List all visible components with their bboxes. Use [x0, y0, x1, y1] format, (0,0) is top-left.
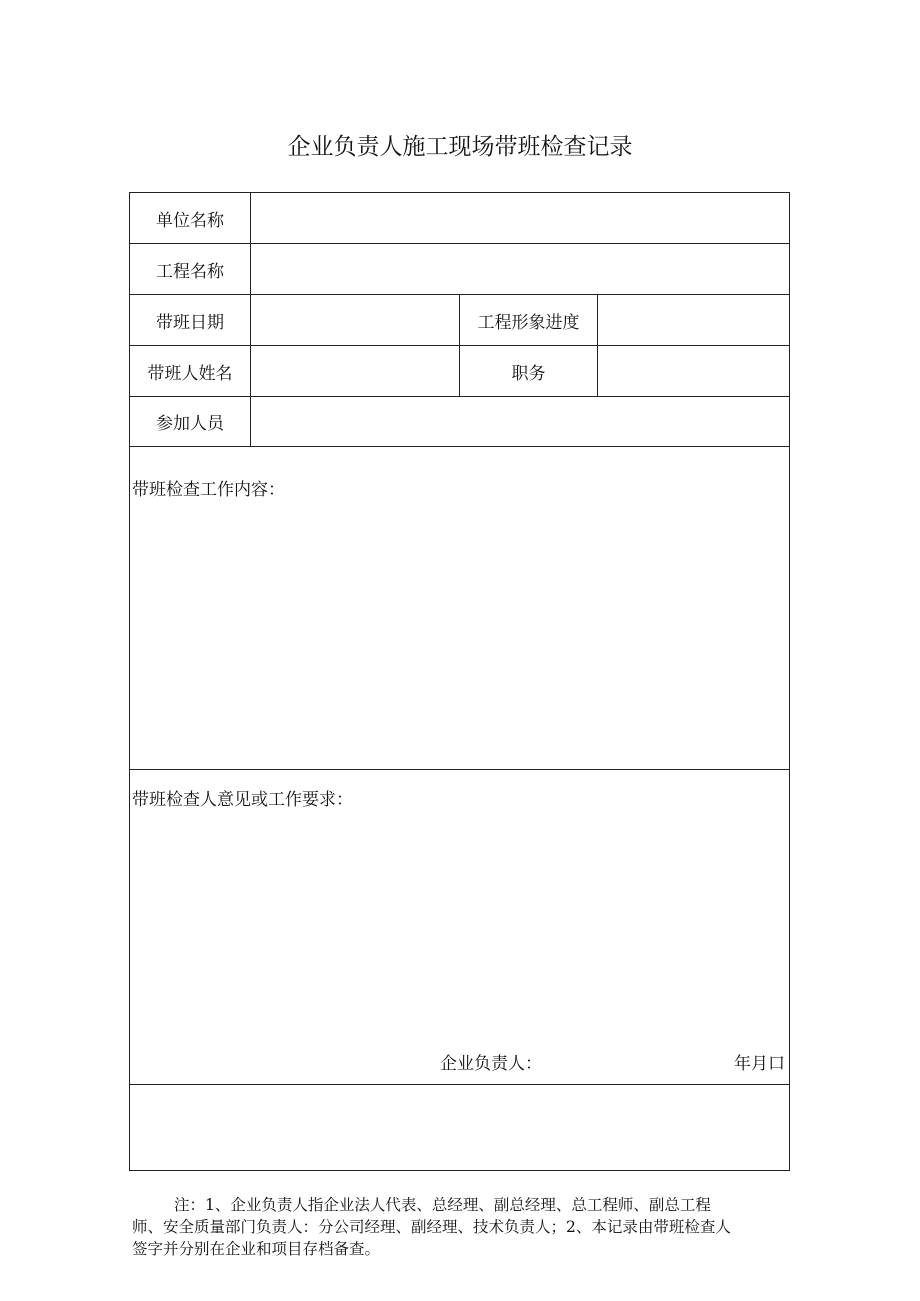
leader-name-label: 带班人姓名 [147, 363, 233, 384]
page-title: 企业负责人施工现场带班检查记录 [287, 134, 633, 160]
position-field[interactable] [598, 346, 789, 396]
inspector-opinion-area[interactable] [130, 813, 789, 1033]
project-name-field[interactable] [251, 244, 789, 294]
footnote-line: 签字并分别在企业和项目存档备查。 [132, 1240, 381, 1258]
leader-name-field[interactable] [251, 346, 459, 396]
inspection-content-area[interactable] [130, 503, 789, 768]
inspection-content-label: 带班检查工作内容： [132, 480, 285, 500]
progress-field[interactable] [598, 295, 789, 345]
sign-date-label: 年月口 [734, 1054, 785, 1074]
footnote-line: 注：1、企业负责人指企业法人代表、总经理、副总经理、总工程师、副总工程 [174, 1196, 711, 1214]
footnote-line: 师、安全质量部门负责人：分公司经理、副经理、技术负责人；2、本记录由带班检查人 [132, 1218, 731, 1236]
participants-label: 参加人员 [156, 414, 224, 434]
responsible-signature-label: 企业负责人： [440, 1054, 542, 1074]
position-label: 职务 [511, 363, 546, 384]
participants-field[interactable] [251, 397, 789, 446]
unit-name-label: 单位名称 [156, 210, 224, 231]
footnote [132, 1194, 787, 1260]
project-name-label: 工程名称 [156, 261, 224, 282]
inspector-opinion-label: 带班检查人意见或工作要求： [132, 790, 353, 810]
row-divider [130, 446, 789, 447]
progress-label: 工程形象进度 [477, 312, 580, 333]
row-divider [130, 769, 789, 770]
inspection-record-form [129, 192, 790, 1258]
row-divider [130, 1084, 789, 1085]
duty-date-label: 带班日期 [156, 312, 224, 333]
unit-name-field[interactable] [251, 193, 789, 243]
duty-date-field[interactable] [251, 295, 459, 345]
